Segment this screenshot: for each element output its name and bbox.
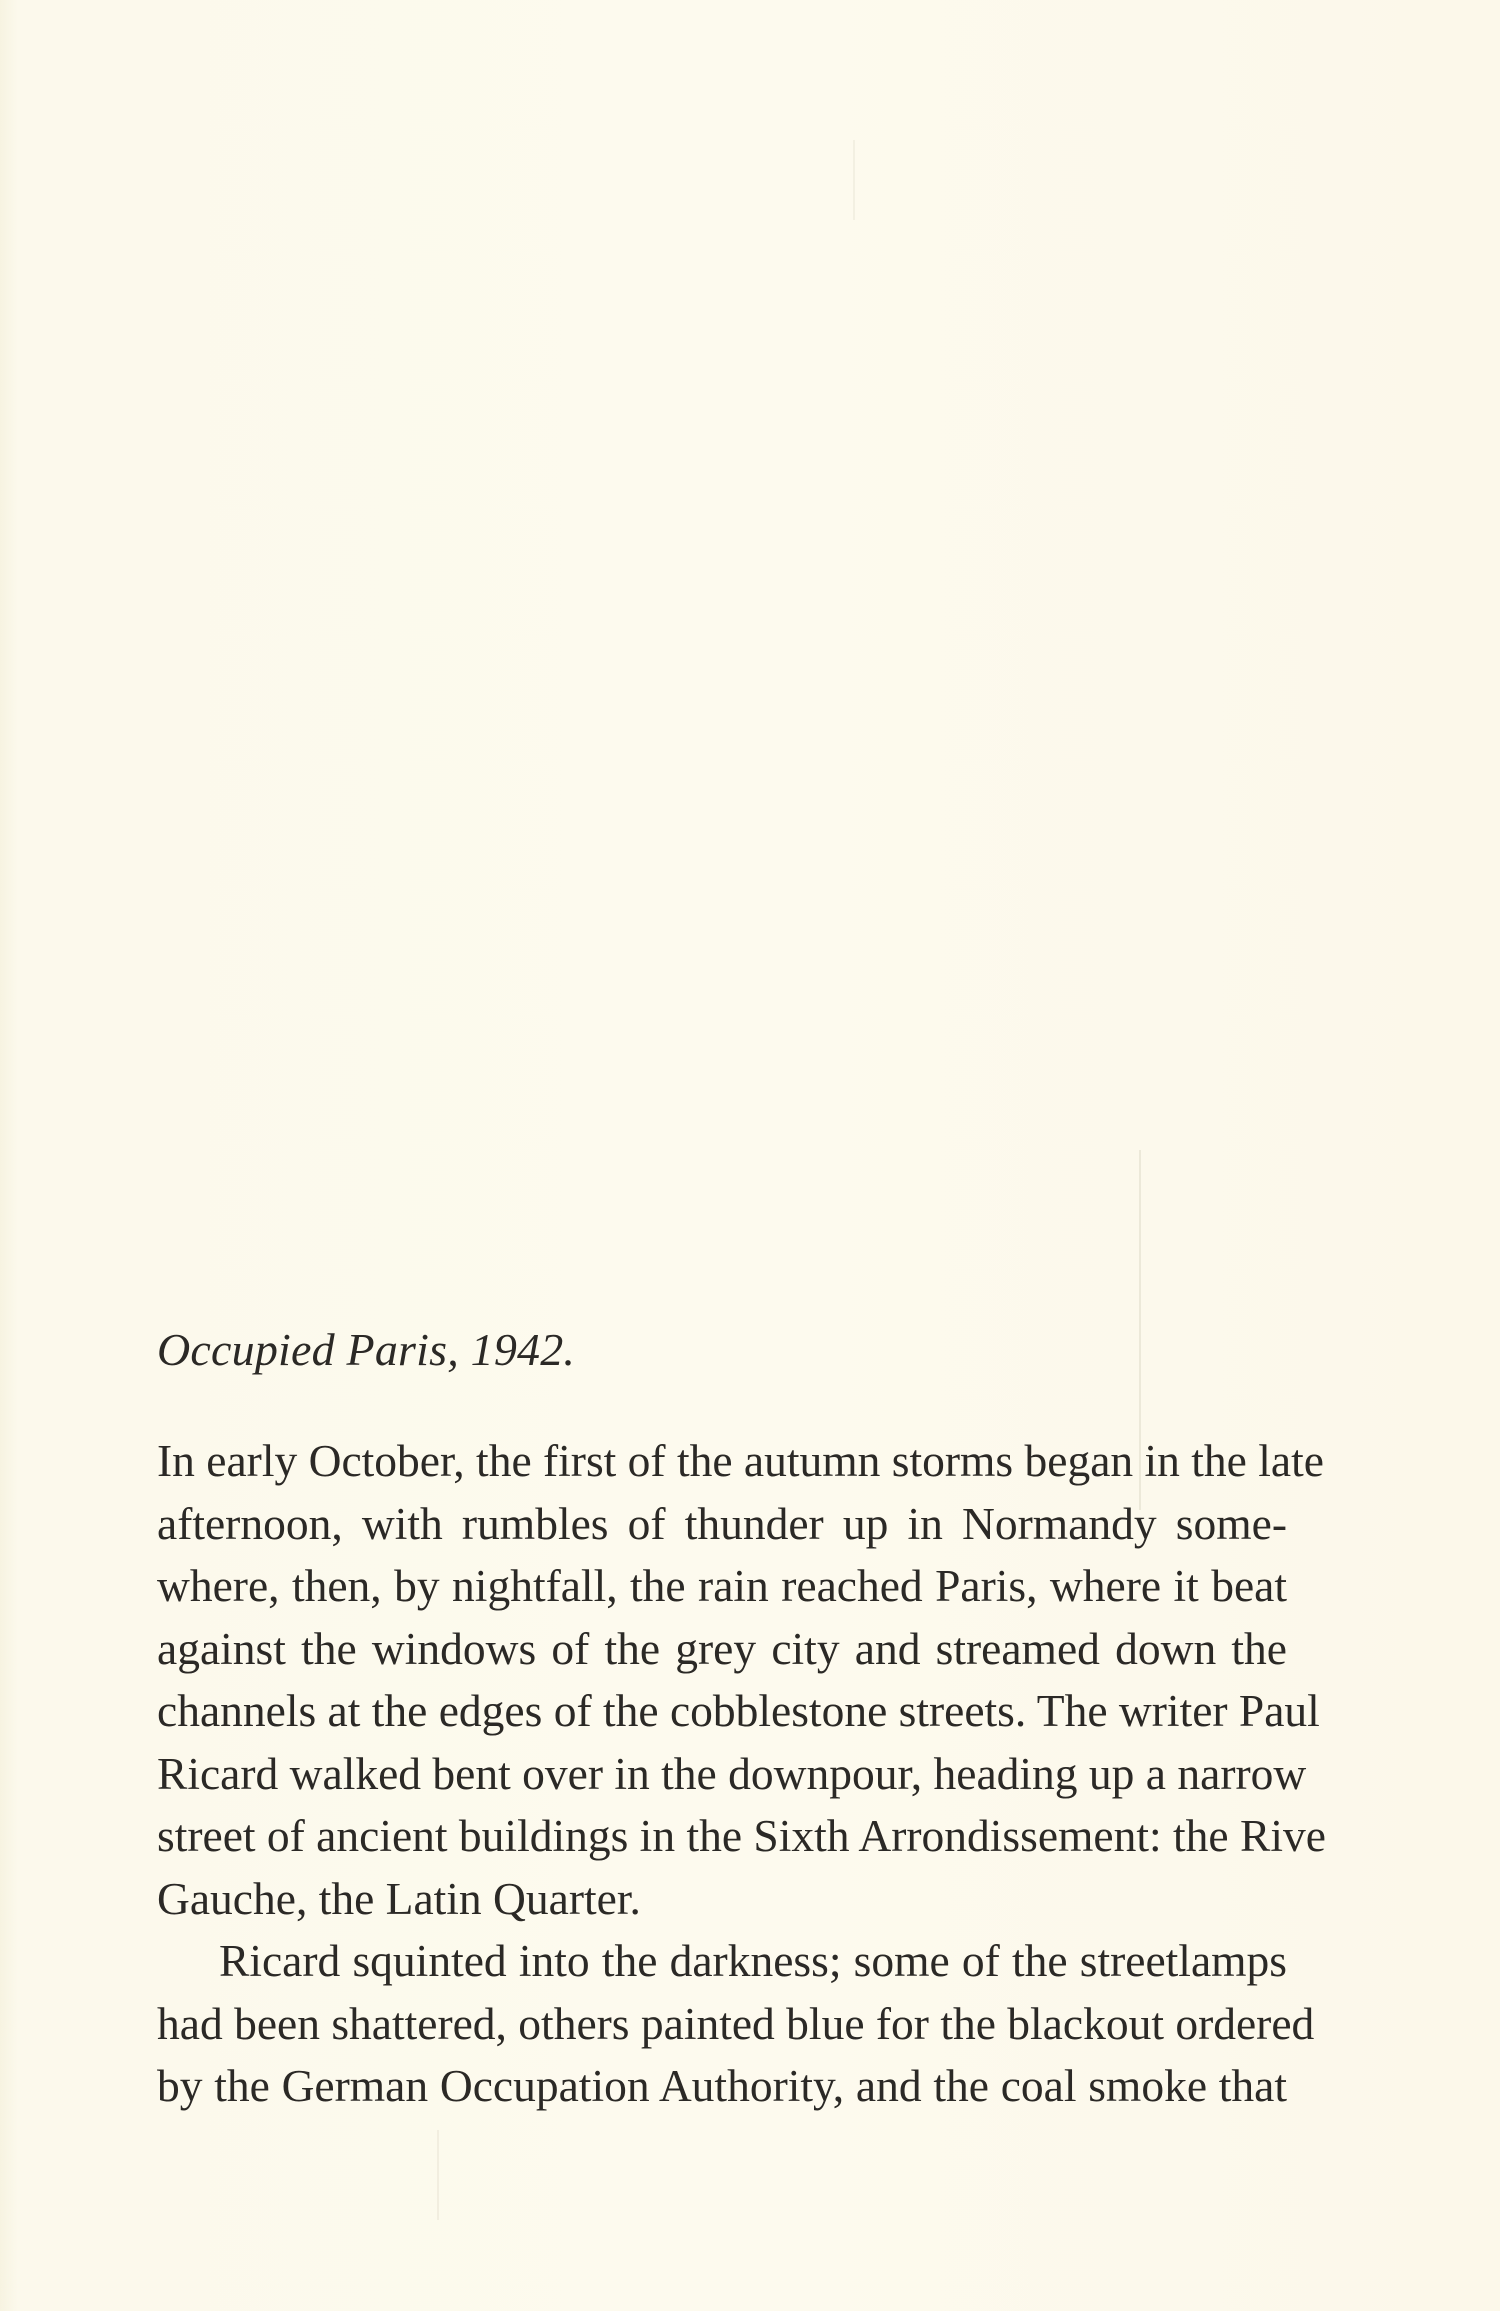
text-line: Ricard squinted into the darkness; some of the streetlamps [219,1935,1287,1986]
chapter-opening [157,1320,1326,2118]
text-line: street of ancient buildings in the Sixth Arrondissement: the Rive [157,1810,1326,1861]
paragraph-2 [157,1930,1315,2118]
text-line: channels at the edges of the cobblestone streets. The writer Paul [157,1685,1320,1736]
text-line: against the windows of the grey city and streamed down the [157,1622,1287,1674]
page-crease [853,140,855,220]
text-line: afternoon, with rumbles of thunder up in Normandy some- [157,1497,1287,1549]
page-crease [437,2130,439,2220]
text-line: by the German Occupation Authority, and the coal smoke that [157,2060,1287,2111]
text-line: Gauche, the Latin Quarter. [157,1872,641,1924]
text-line: Ricard walked bent over in the downpour, heading up a narrow [157,1747,1307,1799]
text-line: In early October, the first of the autumn storms began in the late [157,1435,1324,1486]
text-line: had been shattered, others painted blue for the blackout ordered [157,1997,1315,2049]
text-line: where, then, by nightfall, the rain reached Paris, where it beat [157,1560,1287,1611]
dateline: Occupied Paris, 1942. [157,1324,576,1375]
paragraph-1 [157,1430,1326,1930]
